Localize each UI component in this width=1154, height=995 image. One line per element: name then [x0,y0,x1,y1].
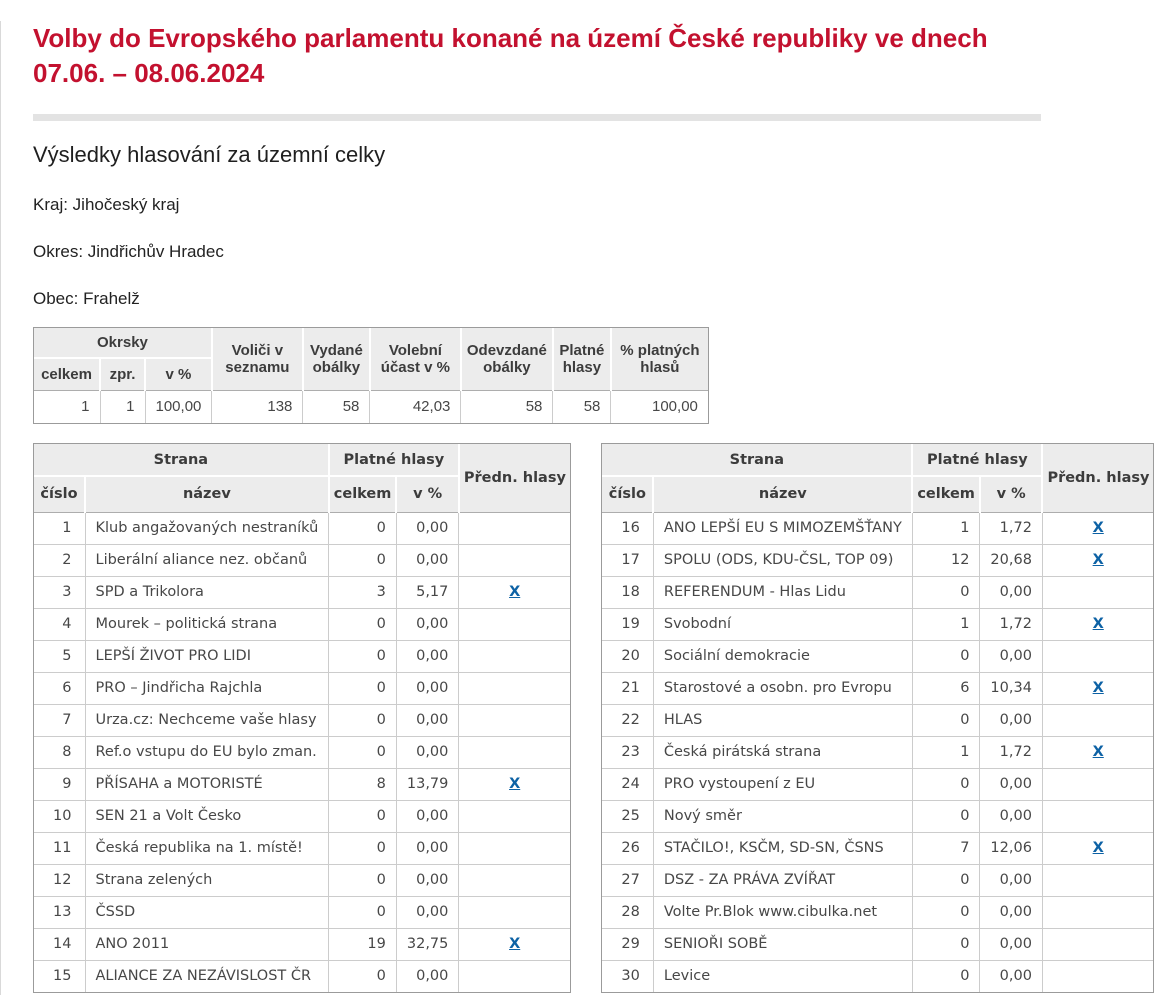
party-votes-pct: 0,00 [980,640,1043,672]
party-votes-pct: 1,72 [980,512,1043,544]
header-strana: Strana [34,444,329,476]
party-row [602,768,1153,800]
pref-votes-link[interactable]: X [1092,680,1104,696]
pref-votes-cell [1042,608,1153,640]
party-votes-total: 0 [912,576,980,608]
party-votes-pct: 0,00 [396,608,459,640]
header-strana: Strana [602,444,912,476]
party-name: DSZ - ZA PRÁVA ZVÍŘAT [653,864,912,896]
party-votes-pct: 0,00 [396,864,459,896]
party-name: Česká pirátská strana [653,736,912,768]
party-votes-total: 0 [912,640,980,672]
party-row [602,832,1153,864]
party-votes-pct: 13,79 [396,768,459,800]
pref-votes-cell [459,800,570,832]
header-cislo: číslo [34,476,85,512]
page-title-line1: Volby do Evropského parlamentu konané na území České republiky ve dnech [33,23,988,53]
party-votes-total: 0 [329,672,397,704]
party-name: PRO vystoupení z EU [653,768,912,800]
party-number: 21 [602,672,653,704]
party-votes-total: 0 [329,960,397,992]
header-predn-hlasy: Předn. hlasy [1042,444,1153,512]
party-votes-total: 0 [912,896,980,928]
party-row [34,736,570,768]
party-number: 28 [602,896,653,928]
pref-votes-cell [1042,512,1153,544]
party-votes-pct: 0,00 [396,704,459,736]
value-odevzdane-obalky: 58 [461,390,553,423]
party-name: HLAS [653,704,912,736]
pref-votes-cell [459,512,570,544]
pref-votes-link[interactable]: X [1092,840,1104,856]
party-number: 10 [34,800,85,832]
party-row [34,864,570,896]
page-title-line2: 07.06. – 08.06.2024 [33,58,265,88]
party-votes-total: 0 [329,608,397,640]
pref-votes-cell [459,640,570,672]
party-name: PRO – Jindřicha Rajchla [85,672,329,704]
pref-votes-cell [459,864,570,896]
header-vpct: v % [396,476,459,512]
party-votes-pct: 1,72 [980,736,1043,768]
party-number: 12 [34,864,85,896]
party-name: Liberální aliance nez. občanů [85,544,329,576]
party-number: 6 [34,672,85,704]
header-vydane-obalky: Vydané obálky [303,328,370,390]
summary-data-row [34,390,708,423]
party-votes-total: 0 [329,640,397,672]
party-name: Svobodní [653,608,912,640]
header-nazev: název [653,476,912,512]
party-row [602,896,1153,928]
party-votes-pct: 0,00 [980,896,1043,928]
pref-votes-link[interactable]: X [509,776,521,792]
party-number: 18 [602,576,653,608]
party-name: PŘÍSAHA a MOTORISTÉ [85,768,329,800]
party-votes-pct: 0,00 [396,960,459,992]
party-number: 26 [602,832,653,864]
value-platne-hlasy: 58 [553,390,611,423]
party-votes-total: 0 [329,512,397,544]
party-votes-total: 0 [912,704,980,736]
party-votes-total: 0 [329,736,397,768]
party-number: 9 [34,768,85,800]
header-vpct: v % [980,476,1043,512]
party-name: LEPŠÍ ŽIVOT PRO LIDI [85,640,329,672]
pref-votes-link[interactable]: X [509,584,521,600]
pref-votes-cell [1042,672,1153,704]
party-table-right [602,444,1153,992]
header-okrsky-zpr: zpr. [100,358,145,390]
party-name: Urza.cz: Nechceme vaše hlasy [85,704,329,736]
party-row [602,544,1153,576]
party-name: REFERENDUM - Hlas Lidu [653,576,912,608]
party-votes-pct: 32,75 [396,928,459,960]
party-votes-total: 0 [329,896,397,928]
party-name: Mourek – politická strana [85,608,329,640]
header-platne-hlasy: Platné hlasy [553,328,611,390]
party-name: ANO 2011 [85,928,329,960]
party-votes-pct: 0,00 [396,736,459,768]
party-number: 3 [34,576,85,608]
party-votes-pct: 0,00 [396,672,459,704]
party-table-right-wrap [601,443,1154,993]
pref-votes-cell [1042,544,1153,576]
election-results-page [0,21,1150,995]
pref-votes-cell [459,928,570,960]
party-votes-total: 0 [329,800,397,832]
section-title: Výsledky hlasování za územní celky [33,142,386,167]
party-votes-pct: 20,68 [980,544,1043,576]
party-name: SPD a Trikolora [85,576,329,608]
party-number: 13 [34,896,85,928]
divider-bar [33,114,1041,121]
party-name: Ref.o vstupu do EU bylo zman. [85,736,329,768]
party-row [34,768,570,800]
pref-votes-cell [459,576,570,608]
party-name: Volte Pr.Blok www.cibulka.net [653,896,912,928]
party-row [34,672,570,704]
party-votes-total: 0 [912,928,980,960]
party-number: 19 [602,608,653,640]
party-row [602,512,1153,544]
party-row [34,544,570,576]
header-predn-hlasy: Předn. hlasy [459,444,570,512]
header-okrsky-celkem: celkem [34,358,100,390]
header-volici: Voliči v seznamu [212,328,303,390]
pref-votes-cell [1042,704,1153,736]
district-line: Okres: Jindřichův Hradec [33,242,224,261]
party-votes-total: 0 [912,768,980,800]
party-number: 20 [602,640,653,672]
pref-votes-link[interactable]: X [1092,552,1104,568]
party-name: Sociální demokracie [653,640,912,672]
party-row [34,896,570,928]
pref-votes-cell [459,704,570,736]
header-platne-hlasy: Platné hlasy [329,444,459,476]
party-number: 24 [602,768,653,800]
party-row [602,640,1153,672]
region-line: Kraj: Jihočeský kraj [33,195,180,214]
party-row [602,736,1153,768]
party-row [602,864,1153,896]
party-row [34,704,570,736]
party-name: SENIOŘI SOBĚ [653,928,912,960]
value-pct-platnych: 100,00 [611,390,708,423]
value-vydane-obalky: 58 [303,390,370,423]
party-votes-total: 8 [329,768,397,800]
party-votes-pct: 0,00 [396,512,459,544]
party-votes-total: 1 [912,512,980,544]
party-votes-pct: 0,00 [396,896,459,928]
party-votes-pct: 0,00 [980,864,1043,896]
party-votes-pct: 0,00 [396,544,459,576]
value-volebni-ucast: 42,03 [370,390,461,423]
header-okrsky-vpct: v % [145,358,212,390]
party-name: ALIANCE ZA NEZÁVISLOST ČR [85,960,329,992]
party-number: 30 [602,960,653,992]
party-number: 5 [34,640,85,672]
party-votes-pct: 1,72 [980,608,1043,640]
party-number: 22 [602,704,653,736]
pref-votes-cell [1042,736,1153,768]
header-celkem: celkem [329,476,397,512]
header-cislo: číslo [602,476,653,512]
party-votes-pct: 0,00 [980,960,1043,992]
party-number: 23 [602,736,653,768]
party-votes-total: 19 [329,928,397,960]
party-votes-total: 12 [912,544,980,576]
pref-votes-cell [1042,640,1153,672]
party-votes-pct: 0,00 [396,640,459,672]
party-votes-total: 1 [912,608,980,640]
pref-votes-cell [459,672,570,704]
party-votes-pct: 0,00 [980,576,1043,608]
page-title [33,21,1047,91]
value-volici: 138 [212,390,303,423]
party-votes-pct: 5,17 [396,576,459,608]
party-row [34,608,570,640]
party-number: 25 [602,800,653,832]
party-name: Strana zelených [85,864,329,896]
pref-votes-link[interactable]: X [1092,744,1104,760]
party-row [34,640,570,672]
party-votes-pct: 0,00 [980,704,1043,736]
summary-table [34,328,708,423]
header-nazev: název [85,476,329,512]
pref-votes-cell [1042,768,1153,800]
pref-votes-link[interactable]: X [509,936,521,952]
value-okrsky-vpct: 100,00 [145,390,212,423]
party-table-left-wrap [33,443,571,993]
pref-votes-cell [1042,960,1153,992]
party-votes-total: 0 [912,864,980,896]
pref-votes-cell [459,544,570,576]
party-row [602,576,1153,608]
summary-table-wrap [33,327,709,424]
party-votes-pct: 12,06 [980,832,1043,864]
party-name: Starostové a osobn. pro Evropu [653,672,912,704]
pref-votes-link[interactable]: X [1092,616,1104,632]
party-number: 27 [602,864,653,896]
pref-votes-cell [459,896,570,928]
pref-votes-cell [1042,864,1153,896]
party-votes-pct: 0,00 [980,800,1043,832]
party-name: STAČILO!, KSČM, SD-SN, ČSNS [653,832,912,864]
party-votes-pct: 0,00 [396,832,459,864]
party-name: Nový směr [653,800,912,832]
pref-votes-cell [1042,832,1153,864]
party-row [602,800,1153,832]
pref-votes-cell [459,736,570,768]
header-celkem: celkem [912,476,980,512]
party-votes-pct: 0,00 [980,928,1043,960]
pref-votes-cell [459,832,570,864]
party-row [34,800,570,832]
party-number: 17 [602,544,653,576]
party-votes-total: 6 [912,672,980,704]
party-votes-total: 0 [329,864,397,896]
pref-votes-cell [459,768,570,800]
party-name: Česká republika na 1. místě! [85,832,329,864]
party-votes-total: 0 [912,960,980,992]
party-table-left [34,444,570,992]
pref-votes-cell [1042,800,1153,832]
pref-votes-cell [459,608,570,640]
party-row [602,928,1153,960]
party-votes-total: 7 [912,832,980,864]
party-number: 2 [34,544,85,576]
party-number: 16 [602,512,653,544]
party-votes-total: 0 [329,832,397,864]
pref-votes-link[interactable]: X [1092,520,1104,536]
party-votes-total: 0 [329,544,397,576]
party-votes-pct: 10,34 [980,672,1043,704]
party-number: 15 [34,960,85,992]
pref-votes-cell [1042,896,1153,928]
party-row [34,928,570,960]
party-name: Levice [653,960,912,992]
party-row [602,608,1153,640]
party-votes-total: 1 [912,736,980,768]
party-row [34,512,570,544]
value-okrsky-celkem: 1 [34,390,100,423]
party-tables-row [33,443,1150,993]
header-volebni-ucast: Volební účast v % [370,328,461,390]
party-row [34,832,570,864]
party-number: 11 [34,832,85,864]
party-row [602,704,1153,736]
pref-votes-cell [459,960,570,992]
party-name: SPOLU (ODS, KDU-ČSL, TOP 09) [653,544,912,576]
header-odevzdane-obalky: Odevzdané obálky [461,328,553,390]
party-name: Klub angažovaných nestraníků [85,512,329,544]
party-row [34,576,570,608]
header-okrsky: Okrsky [34,328,212,358]
header-pct-platnych: % platných hlasů [611,328,708,390]
party-number: 4 [34,608,85,640]
party-votes-total: 3 [329,576,397,608]
municipality-line: Obec: Frahelž [33,289,140,308]
party-name: ČSSD [85,896,329,928]
party-number: 1 [34,512,85,544]
party-number: 8 [34,736,85,768]
page-content [1,21,1150,993]
party-row [602,960,1153,992]
party-row [34,960,570,992]
party-number: 14 [34,928,85,960]
party-row [602,672,1153,704]
pref-votes-cell [1042,576,1153,608]
party-number: 7 [34,704,85,736]
party-votes-pct: 0,00 [396,800,459,832]
value-okrsky-zpr: 1 [100,390,145,423]
party-name: ANO LEPŠÍ EU S MIMOZEMŠŤANY [653,512,912,544]
party-votes-total: 0 [912,800,980,832]
party-votes-pct: 0,00 [980,768,1043,800]
party-name: SEN 21 a Volt Česko [85,800,329,832]
header-platne-hlasy: Platné hlasy [912,444,1042,476]
pref-votes-cell [1042,928,1153,960]
party-number: 29 [602,928,653,960]
party-votes-total: 0 [329,704,397,736]
